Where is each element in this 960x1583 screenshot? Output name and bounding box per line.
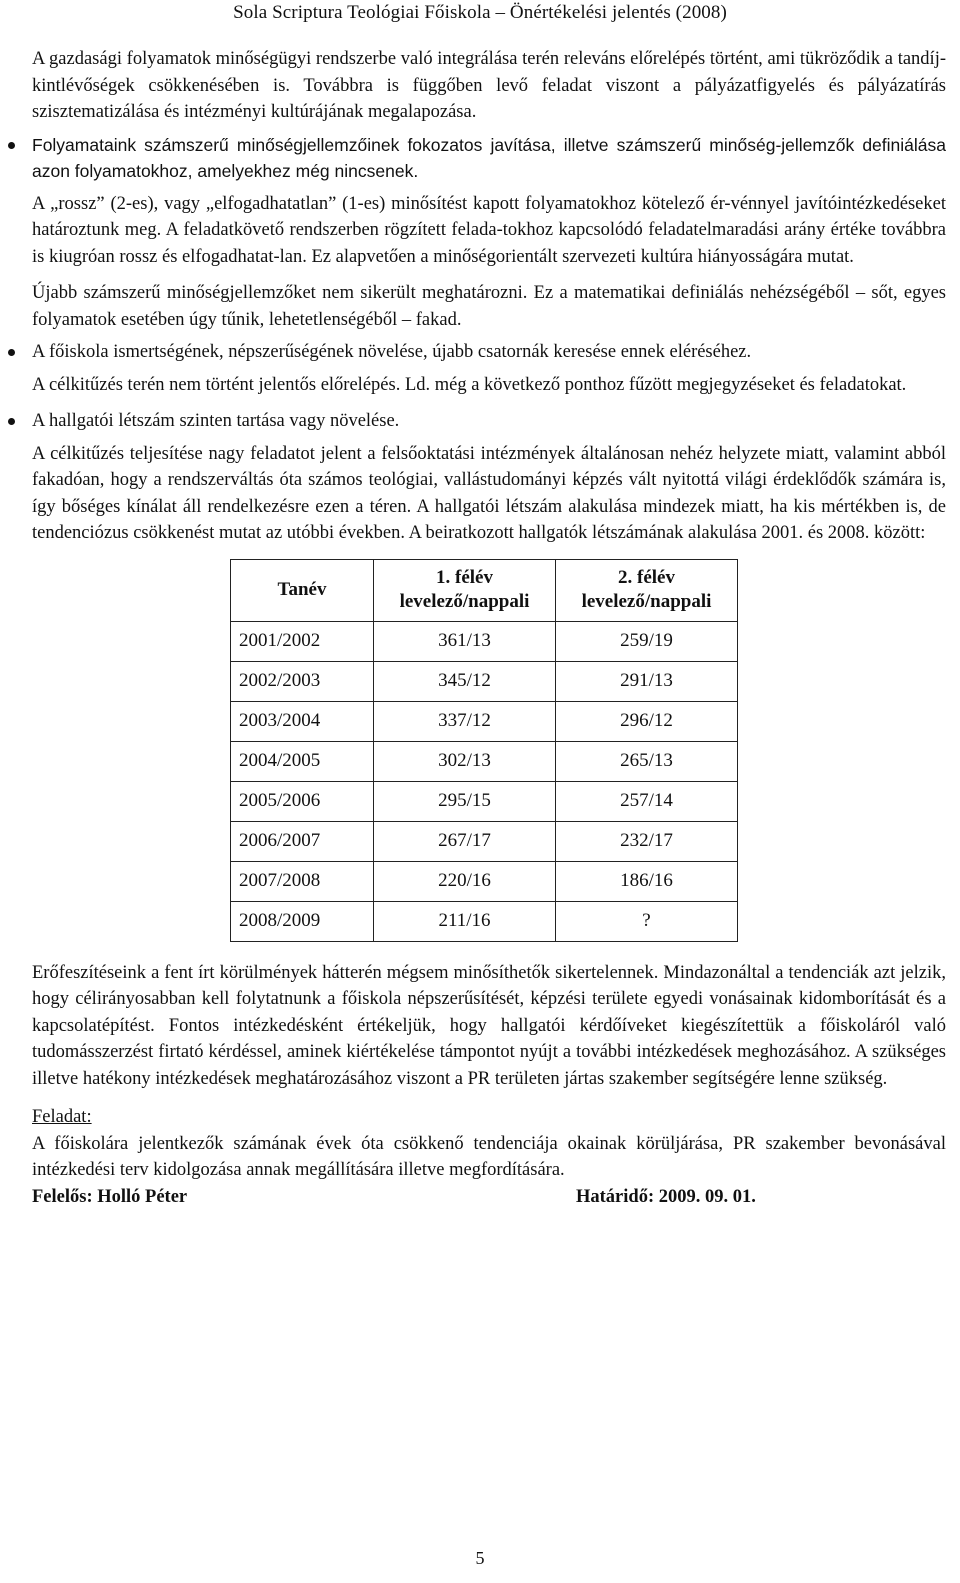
cell-year: 2007/2008	[231, 861, 374, 901]
cell-semester-1: 211/16	[374, 901, 556, 941]
header-s2-line1: 2. félév	[618, 567, 675, 588]
bullet-item-publicity	[32, 339, 946, 366]
cell-semester-2: 291/13	[556, 661, 738, 701]
cell-semester-1: 361/13	[374, 621, 556, 661]
cell-semester-1: 267/17	[374, 821, 556, 861]
table-row	[231, 621, 738, 661]
responsibility-line	[32, 1184, 946, 1210]
bullet-icon	[8, 349, 15, 356]
cell-year: 2005/2006	[231, 781, 374, 821]
header-s2-line2: levelező/nappali	[581, 591, 712, 612]
bullet-item-student-numbers	[32, 408, 946, 435]
responsible-person: Felelős: Holló Péter	[32, 1186, 188, 1207]
table-row	[231, 901, 738, 941]
cell-semester-2: 257/14	[556, 781, 738, 821]
table-row	[231, 781, 738, 821]
intro-paragraph: A gazdasági folyamatok minőségügyi rendszerbe való integrálása terén releváns előrelépés történt, ami tükröződik a tandíj-kintlévőségek csökkenésében is. Továbbra is függőben levő feladat viszont a pályázatfigyelés és pályázatírás szisztematizálása és intézményi kultúrájának megalapozása.	[32, 49, 946, 122]
header-s1-line2: levelező/nappali	[399, 591, 530, 612]
task-text: A főiskolára jelentkezők számának évek óta csökkenő tendenciája okainak körüljárása, PR szakember bevonásával intézkedési terv kidolgozása annak megállítására illetve megfordítására.	[32, 1133, 946, 1180]
table-row	[231, 701, 738, 741]
bullet-text: A főiskola ismertségének, népszerűségének növelése, újabb csatornák keresése ennek eléréséhez.	[32, 342, 752, 362]
bullet-item-quality-metrics	[32, 132, 946, 185]
header-semester-2	[556, 559, 738, 621]
header-s1-line1: 1. félév	[436, 567, 493, 588]
enrollment-table	[230, 559, 738, 942]
cell-year: 2008/2009	[231, 901, 374, 941]
cell-semester-2: 296/12	[556, 701, 738, 741]
task-label: Feladat:	[32, 1107, 92, 1127]
bullet-text: Folyamataink számszerű minőségjellemzőinek fokozatos javítása, illetve számszerű minőség-jellemzők definiálása azon folyamatokhoz, amelyekhez még nincsenek.	[32, 134, 946, 181]
cell-semester-2: 259/19	[556, 621, 738, 661]
cell-semester-2: 186/16	[556, 861, 738, 901]
bullet-text: A hallgatói létszám szinten tartása vagy növelése.	[32, 411, 400, 431]
document-body	[32, 46, 946, 1210]
celkituzes-paragraph-1: A célkitűzés terén nem történt jelentős előrelépés. Ld. még a következő ponthoz fűzött megjegyzéseket és feladatokat.	[32, 374, 907, 395]
deadline: Határidő: 2009. 09. 01.	[576, 1186, 756, 1207]
cell-semester-1: 302/13	[374, 741, 556, 781]
cell-semester-1: 337/12	[374, 701, 556, 741]
cell-year: 2001/2002	[231, 621, 374, 661]
cell-semester-2: 232/17	[556, 821, 738, 861]
header-year: Tanév	[231, 559, 374, 621]
cell-semester-2: 265/13	[556, 741, 738, 781]
cell-year: 2002/2003	[231, 661, 374, 701]
table-row	[231, 861, 738, 901]
rossz-paragraph: A „rossz” (2-es), vagy „elfogadhatatlan” (1-es) minősítést kapott folyamatokhoz kötelező ér-vénnyel javítóintézkedéseket határoztunk meg. A feladatkövető rendszerben rögzített felada-tokhoz kapcsolódó feladatelmaradási arány értéke továbbra is kiugróan rossz és elfogadhatat-lan. Ez alapvetően a minőségorientált szervezeti kultúra hiányosságára mutat.	[32, 193, 946, 267]
cell-year: 2006/2007	[231, 821, 374, 861]
table-row	[231, 741, 738, 781]
cell-semester-2: ?	[556, 901, 738, 941]
ujabb-paragraph: Újabb számszerű minőségjellemzőket nem sikerült meghatározni. Ez a matematikai definiálás nehézségéből – sőt, egyes folyamatok esetében úgy tűnik, lehetetlenségéből – fakad.	[32, 283, 946, 330]
page-header: Sola Scriptura Teológiai Főiskola – Önértékelési jelentés (2008)	[233, 2, 727, 23]
header-semester-1	[374, 559, 556, 621]
table-row	[231, 821, 738, 861]
cell-semester-1: 295/15	[374, 781, 556, 821]
table-row	[231, 661, 738, 701]
cell-semester-1: 345/12	[374, 661, 556, 701]
cell-year: 2004/2005	[231, 741, 374, 781]
page-number: 5	[475, 1548, 485, 1568]
bullet-icon	[8, 142, 15, 149]
bullet-icon	[8, 418, 15, 425]
cell-year: 2003/2004	[231, 701, 374, 741]
erofeszites-paragraph: Erőfeszítéseink a fent írt körülmények hátterén mégsem minősíthetők sikertelennek. Mindazonáltal a tendenciák azt jelzik, hogy célirányosabban kell folytatnunk a főiskola népszerűsítését, képzési területe egyedi vonásainak kidomborítását és a kapcsolatépítést. Fontos intézkedésként értékeljük, hogy hallgatói kérdőíveket kiegészítettük a főiskoláról való tudomásszerzést firtató kérdéssel, aminek kiértékelése támpontot nyújt a további intézkedések meghozásához. A szükséges illetve hatékony intézkedések meghatározásához viszont a PR területen jártas szakember segítségére lenne szükség.	[32, 962, 946, 1089]
table-header-row	[231, 559, 738, 621]
celkituzes-paragraph-2: A célkitűzés teljesítése nagy feladatot jelent a felsőoktatási intézmények általánosan nehéz helyzete miatt, valamint abból fakadóan, hogy a rendszerváltás óta számos teológiai, vallástudományi képzés vált nyitottá világi érdeklődők számára is, így bőséges kínálat áll rendelkezésre ezen a téren. A hallgatói létszám alakulása mindezek miatt, ha kis mértékben is, de tendenciózus csökkenést mutat az utóbbi években. A beiratkozott hallgatók létszámának alakulása 2001. és 2008. között:	[32, 443, 946, 543]
cell-semester-1: 220/16	[374, 861, 556, 901]
